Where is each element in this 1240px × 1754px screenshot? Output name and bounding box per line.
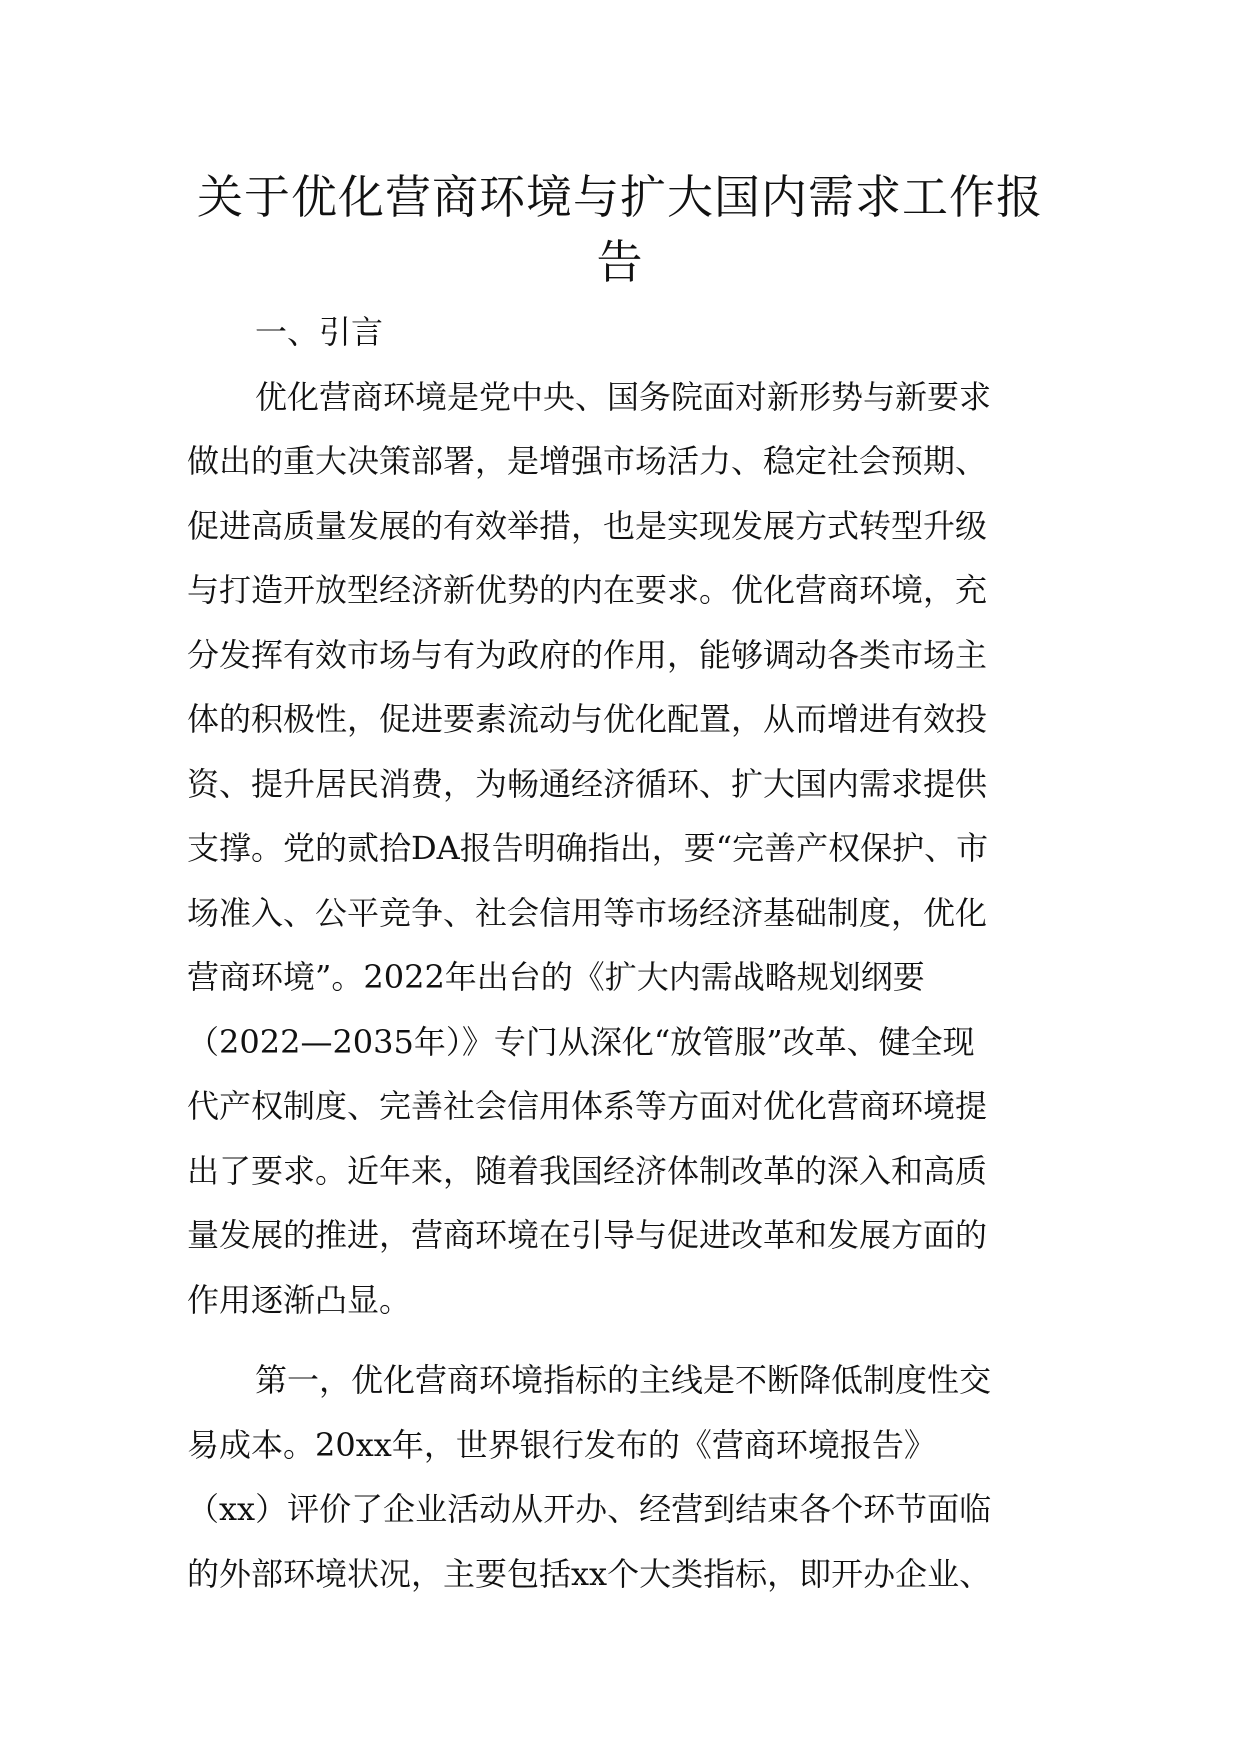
paragraph-line: 与打造开放型经济新优势的内在要求。优化营商环境，充 [187, 571, 988, 609]
document-title [180, 165, 1060, 294]
paragraph-line: 量发展的推进，营商环境在引导与促进改革和发展方面的 [187, 1216, 988, 1254]
paragraph-line: 分发挥有效市场与有为政府的作用，能够调动各类市场主 [187, 635, 988, 674]
paragraph-introduction [187, 365, 1053, 1333]
paragraph-line: （2022—2035年）》专门从深化“放管服”改革、健全现 [187, 1022, 975, 1061]
paragraph-line: 出了要求。近年来，随着我国经济体制改革的深入和高质 [187, 1151, 988, 1190]
paragraph-line: 优化营商环境是党中央、国务院面对新形势与新要求 [255, 377, 992, 416]
paragraph-line: 支撑。党的贰拾DA报告明确指出，要“完善产权保护、市 [187, 829, 989, 867]
title-line: 关于优化营商环境与扩大国内需求工作报 [197, 170, 1043, 224]
paragraph-line: 场准入、公平竞争、社会信用等市场经济基础制度，优化 [187, 893, 988, 932]
paragraph-line: （xx）评价了企业活动从开办、经营到结束各个环节面临 [187, 1490, 992, 1528]
paragraph-line: 资、提升居民消费，为畅通经济循环、扩大国内需求提供 [187, 764, 988, 803]
paragraph-line: 第一，优化营商环境指标的主线是不断降低制度性交 [255, 1361, 992, 1399]
paragraph-line: 代产权制度、完善社会信用体系等方面对优化营商环境提 [187, 1087, 988, 1125]
paragraph-line: 作用逐渐凸显。 [187, 1280, 412, 1319]
document-body [187, 300, 1053, 1606]
paragraph-line: 的外部环境状况，主要包括xx个大类指标，即开办企业、 [187, 1554, 992, 1593]
title-line: 告 [596, 234, 644, 289]
paragraph-line: 促进高质量发展的有效举措，也是实现发展方式转型升级 [187, 506, 988, 545]
section-heading: 一、引言 [255, 313, 384, 351]
paragraph-line: 体的积极性，促进要素流动与优化配置，从而增进有效投 [187, 700, 988, 738]
paragraph-line: 营商环境”。2022年出台的《扩大内需战略规划纲要 [187, 958, 925, 996]
paragraph-line: 易成本。20xx年，世界银行发布的《营商环境报告》 [187, 1425, 936, 1464]
paragraph-line: 做出的重大决策部署，是增强市场活力、稳定社会预期、 [187, 442, 988, 480]
paragraph-first-point [187, 1348, 1053, 1606]
